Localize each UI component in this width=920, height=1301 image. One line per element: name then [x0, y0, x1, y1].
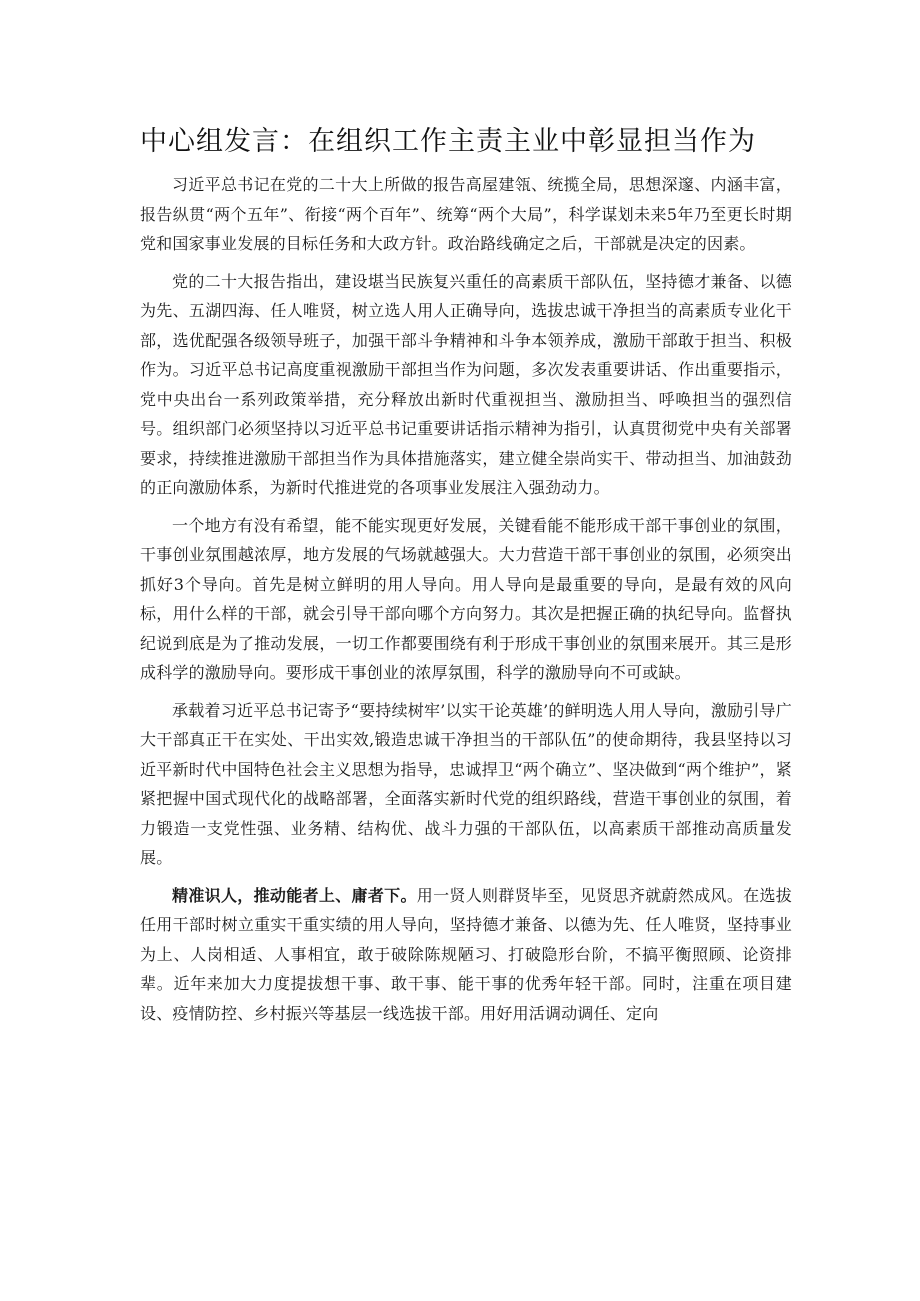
document-title: 中心组发言：在组织工作主责主业中彰显担当作为 — [140, 126, 756, 157]
paragraph-text: 党的二十大报告指出，建设堪当民族复兴重任的高素质干部队伍，坚持德才兼备、以德为先、五湖四海、任人唯贤，树立选人用人正确导向，选拔忠诚干净担当的高素质专业化干部，选优配强各级领导班子，加强干部斗争精神和斗争本领养成，激励干部敢于担当、积极作为。习近平总书记高度重视激励干部担当作为问题，多次发表重要讲话、作出重要指示，党中央出台一系列政策举措，充分释放出新时代重视担当、激励担当、呼唤担当的强烈信号。组织部门必须坚持以习近平总书记重要讲话指示精神为指引，认真贯彻党中央有关部署要求，持续推进激励干部担当作为具体措施落实，建立健全崇尚实干、带动担当、加油鼓劲的正向激励体系，为新时代推进党的各项事业发展注入强劲动力。 — [140, 271, 792, 497]
paragraph-3 — [140, 511, 792, 688]
paragraph-lead-bold: 精准识人，推动能者上、庸者下。 — [172, 885, 417, 905]
document-body — [140, 170, 792, 1036]
paragraph-text: 用一贤人则群贤毕至，见贤思齐就蔚然成风。在选拔任用干部时树立重实干重实绩的用人导向，坚持德才兼备、以德为先、任人唯贤，坚持事业为上、人岗相适、人事相宜，敢于破除陈规陋习、打破隐形台阶，不搞平衡照顾、论资排辈。近年来加大力度提拔想干事、敢干事、能干事的优秀年轻干部。同时，注重在项目建设、疫情防控、乡村振兴等基层一线选拔干部。用好用活调动调任、定向 — [140, 885, 792, 1023]
paragraph-1 — [140, 170, 792, 259]
paragraph-text: 一个地方有没有希望，能不能实现更好发展，关键看能不能形成干部干事创业的氛围，干事创业氛围越浓厚，地方发展的气场就越强大。大力营造干部干事创业的氛围，必须突出抓好3个导向。首先是树立鲜明的用人导向。用人导向是最重要的导向，是最有效的风向标，用什么样的干部，就会引导干部向哪个方向努力。其次是把握正确的执纪导向。监督执纪说到底是为了推动发展，一切工作都要围绕有利于形成干事创业的氛围来展开。其三是形成科学的激励导向。要形成干事创业的浓厚氛围，科学的激励导向不可或缺。 — [140, 515, 792, 682]
paragraph-4 — [140, 696, 792, 873]
paragraph-text: 习近平总书记在党的二十大上所做的报告高屋建瓴、统揽全局，思想深邃、内涵丰富，报告纵贯“两个五年”、衔接“两个百年”、统筹“两个大局”，科学谋划未来5年乃至更长时期党和国家事业发展的目标任务和大政方针。政治路线确定之后，干部就是决定的因素。 — [140, 175, 792, 253]
paragraph-5 — [140, 881, 792, 1029]
paragraph-2 — [140, 267, 792, 503]
paragraph-text: 承载着习近平总书记寄予“要持续树牢’以实干论英雄’的鲜明选人用人导向，激励引导广大干部真正干在实处、干出实效,锻造忠诚干净担当的干部队伍”的使命期待，我县坚持以习近平新时代中国特色社会主义思想为指导，忠诚捍卫“两个确立”、坚决做到“两个维护”，紧紧把握中国式现代化的战略部署，全面落实新时代党的组织路线，营造干事创业的氛围，着力锻造一支党性强、业务精、结构优、战斗力强的干部队伍，以高素质干部推动高质量发展。 — [140, 700, 792, 867]
